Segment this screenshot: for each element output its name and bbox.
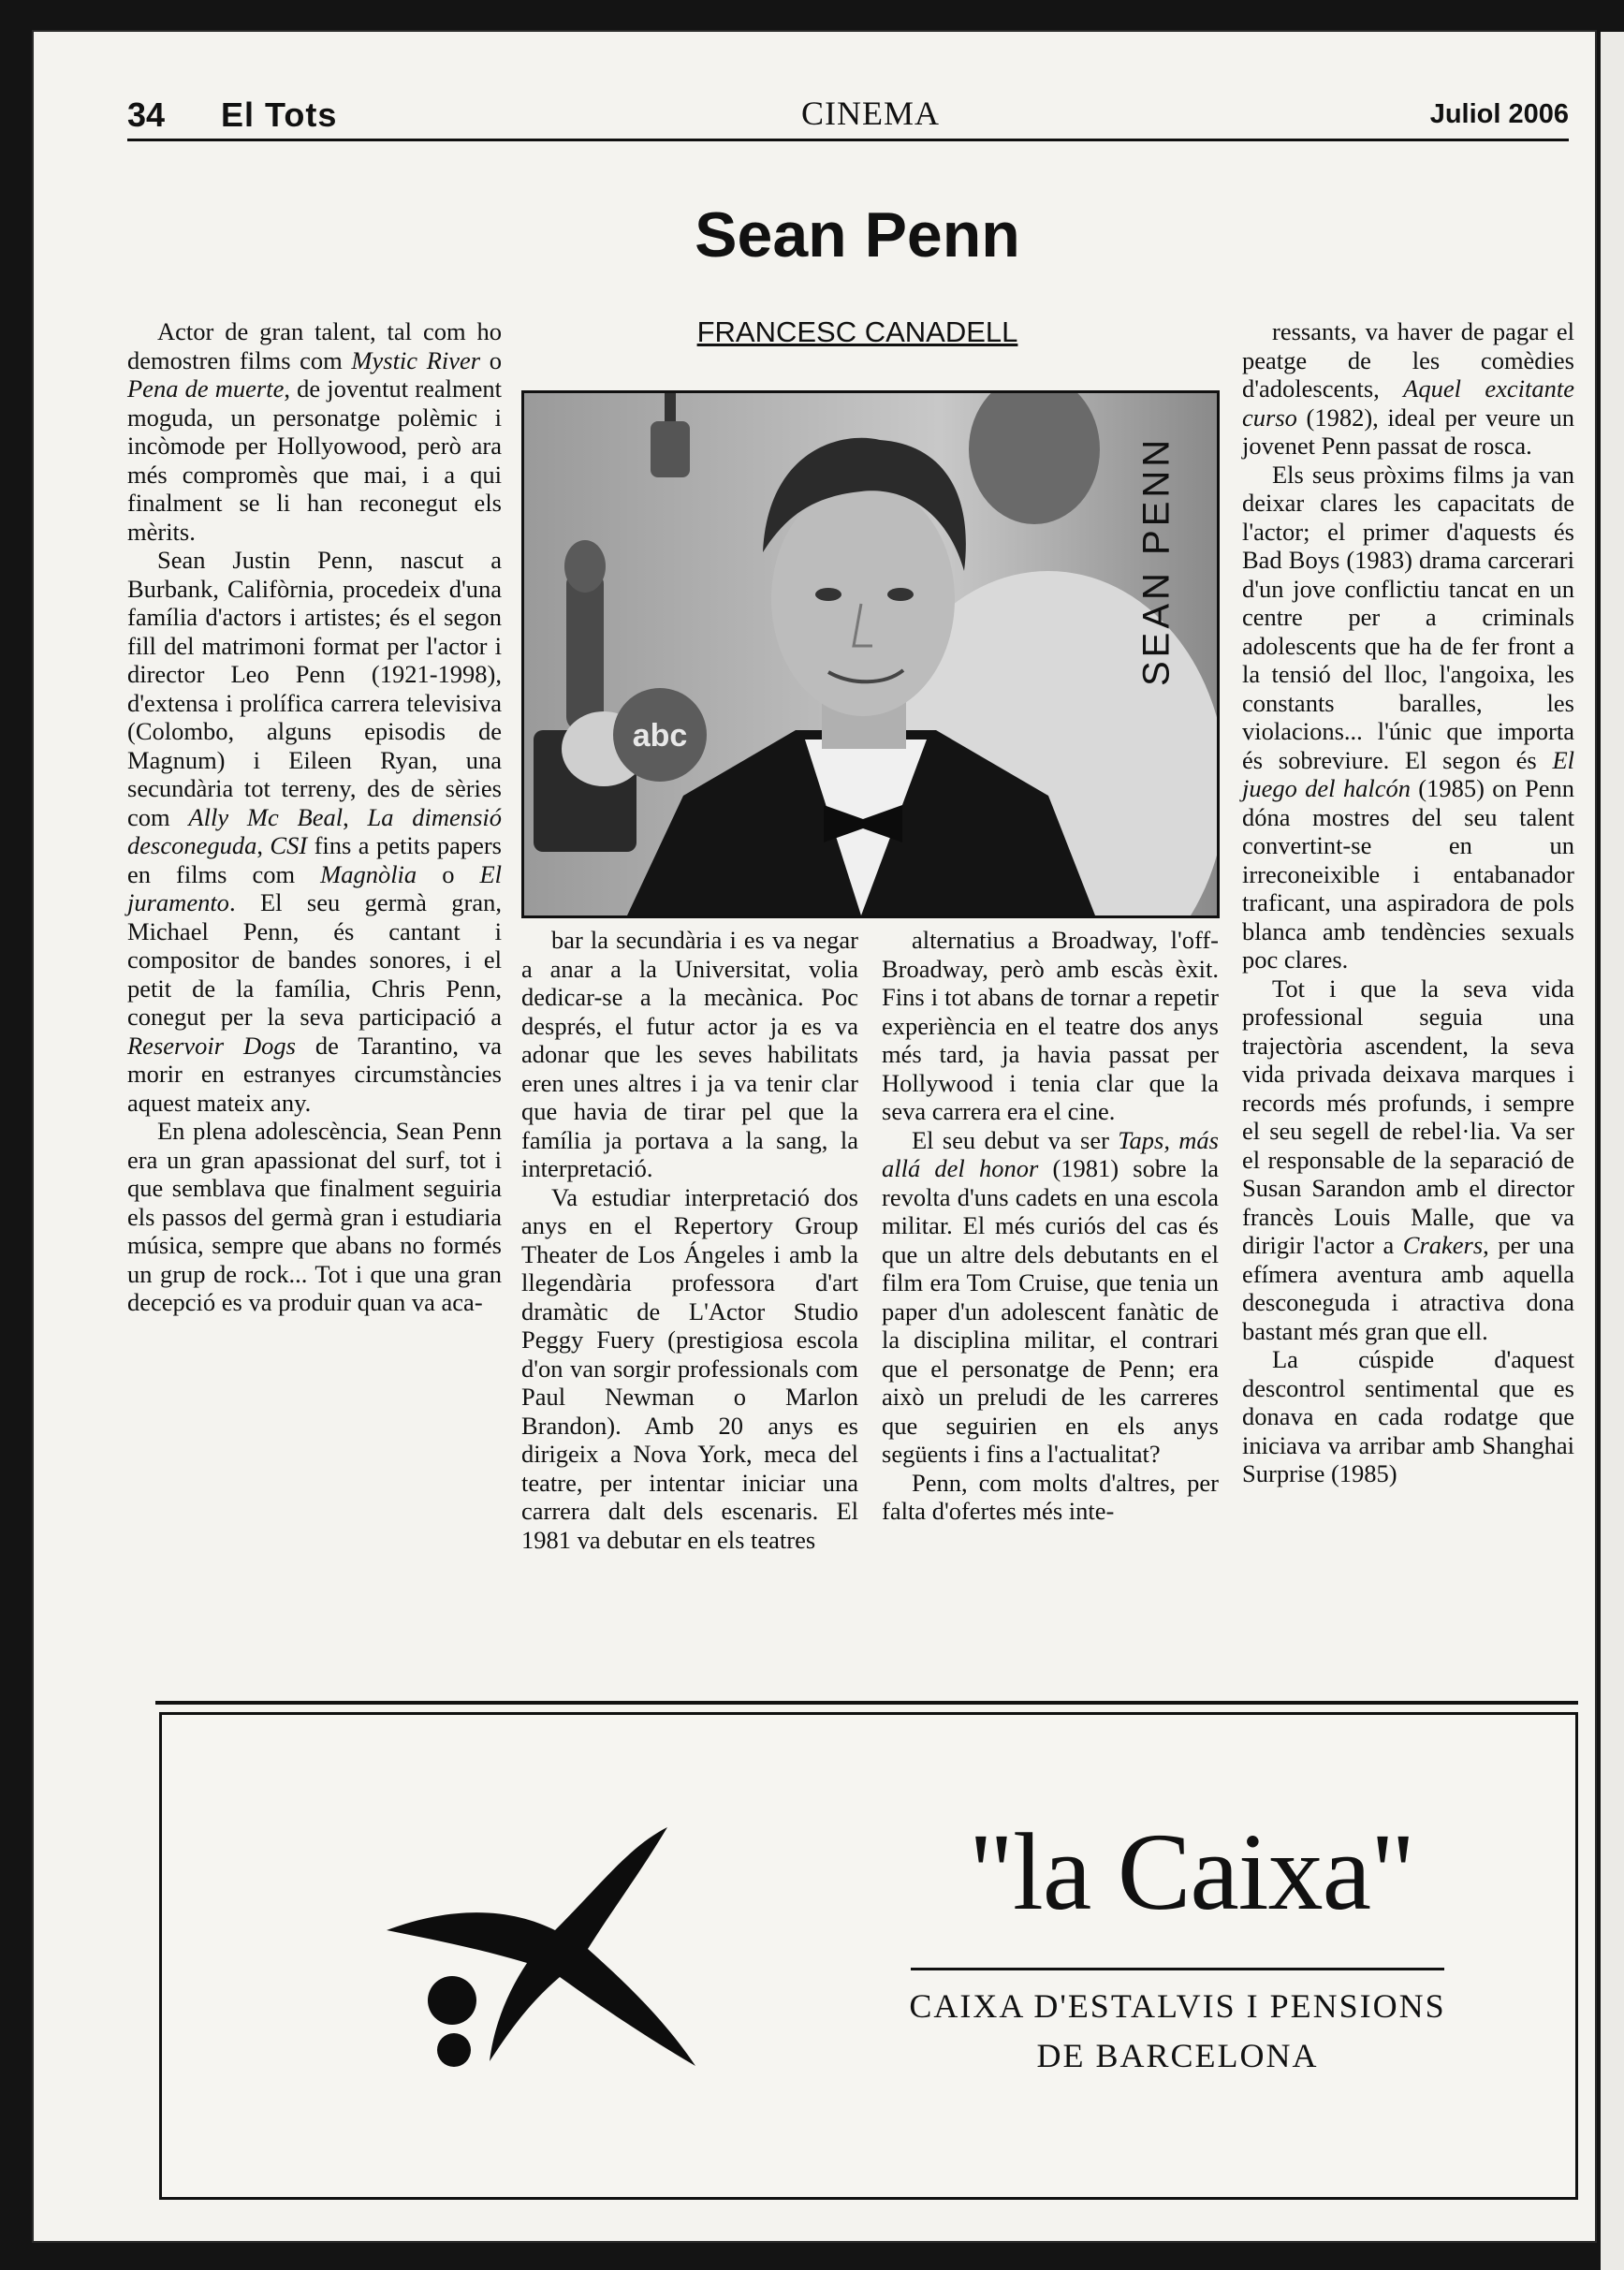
article-paragraph: Els seus pròxims films ja van deixar clares les capacitats de l'actor; el primer d'aquests és Bad Boys (1983) drama carcerari d'un jove conflictiu tancat en un centre per a criminals adolescents que ha de fer front a la tensió del lloc, l'angoixa, les constants baralles, les violacions... l'únic que importa és sobreviure. El segon és El juego del halcón (1985) on Penn dóna mostres del seu talent convertint-se en un irreconeixible i entabanador traficant, una aspiradora de pols blanca amb tendències sexuals poc clares.: [1242, 460, 1574, 974]
advertisement: [159, 1712, 1578, 2200]
ad-separator: [155, 1701, 1578, 1705]
page-number: 34: [127, 95, 166, 134]
article-title: Sean Penn: [695, 199, 1020, 271]
article-paragraph: Actor de gran talent, tal com ho demostren films com Mystic River o Pena de muerte, de joventut realment moguda, un personatge polèmic i incòmode per Hollyowood, però ara més compromès que mai, i a qui finalment se li han reconegut els mèrits.: [127, 317, 502, 546]
page-header: [127, 92, 1569, 141]
article-paragraph: En plena adolescència, Sean Penn era un gran apassionat del surf, tot i que semblava que finalment seguiria els passos del germà gran i estudiaria música, sempre que abans no formés un grup de rock... Tot i que una gran decepció es va produir quan va aca-: [127, 1117, 502, 1316]
portrait-illustration: [524, 393, 1217, 915]
article-paragraph: La cúspide d'aquest descontrol sentimental que es donava en cada rodatge que iniciava va arribar amb Shanghai Surprise (1985): [1242, 1345, 1574, 1487]
ad-brand-name: "la Caixa": [968, 1810, 1415, 1933]
article-paragraph: El seu debut va ser Taps, más allá del honor (1981) sobre la revolta d'uns cadets en una escola militar. El més curiós del cas és que un altre dels debutants en el film era Tom Cruise, que tenia un paper d'un adolescent fanàtic de la disciplina militar, el contrari que el personatge de Penn; era això un preludi de les carreres que seguirien en els anys següents i fins a l'actualitat?: [882, 1125, 1219, 1468]
article-byline: FRANCESC CANADELL: [696, 315, 1018, 348]
text-column-2: [521, 926, 858, 1623]
article-photo: [521, 390, 1220, 918]
text-column-4: [1242, 317, 1574, 1623]
magazine-page: [34, 32, 1595, 2241]
article-paragraph: alternatius a Broadway, l'off-Broadway, però amb escàs èxit. Fins i tot abans de tornar a repetir experiència en el teatre dos anys més tard, ja havia passat per Hollywood i tenia clar que la seva carrera era el cine.: [882, 926, 1219, 1125]
trophy-icon: [566, 571, 604, 730]
section-label: CINEMA: [801, 95, 940, 132]
article-paragraph: Va estudiar interpretació dos anys en el Repertory Group Theater de Los Ángeles i amb la llegendària professora d'art dramàtic de L'Actor Studio Peggy Fuery (prestigiosa escola d'on van sorgir professionals com Paul Newman o Marlon Brandon). Amb 20 anys es dirigeix a Nova York, meca del teatre, per intentar iniciar una carrera dalt dels escenaris. El 1981 va debutar en els teatres: [521, 1182, 858, 1554]
ad-rule: [911, 1968, 1444, 1970]
abc-logo-text: abc: [632, 718, 688, 754]
issue-date: Juliol 2006: [1429, 99, 1569, 129]
article-paragraph: bar la secundària i es va negar a anar a la Universitat, volia dedicar-se a la mecànica. Poc després, el futur actor ja es va adonar que les seves habilitats eren unes altres i ja va tenir clar que havia de tirar pel que la família ja portava a la sang, la interpretació.: [521, 926, 858, 1182]
article-paragraph: Tot i que la seva vida professional seguia una trajectòria ascendent, la seva vida privada deixava marques i records més profunds, i sempre el seu segell de rebel·lia. Va ser el responsable de la separació de Susan Sarandon amb el director francès Louis Malle, que va dirigir l'actor a Crakers, per una efímera aventura amb aquella desconeguda i atractiva dona bastant més gran que ell.: [1242, 974, 1574, 1345]
next-page-edge: [1601, 32, 1624, 2270]
publication-name: El Tots: [221, 95, 338, 134]
text-column-3: [882, 926, 1219, 1623]
photo-caption: SEAN PENN: [1135, 435, 1178, 686]
ad-tagline-1: CAIXA D'ESTALVIS I PENSIONS: [909, 1987, 1446, 2025]
ad-tagline-2: DE BARCELONA: [1036, 2037, 1319, 2074]
article-paragraph: Sean Justin Penn, nascut a Burbank, Califòrnia, procedeix d'una família d'actors i artistes; és el segon fill del matrimoni format per l'actor i director Leo Penn (1921-1998), d'extensa i prolífica carrera televisiva (Colombo, alguns episodis de Magnum) i Eileen Ryan, una secundària tot terreny, des de sèries com Ally Mc Beal, La dimensió desconeguda, CSI fins a petits papers en films com Magnòlia o El juramento. El seu germà gran, Michael Penn, és cantant i compositor de bandes sonores, i el petit de la família, Chris Penn, conegut per la seva participació a Reservoir Dogs de Tarantino, va morir en estranyes circumstàncies aquest mateix any.: [127, 546, 502, 1117]
article-paragraph: ressants, va haver de pagar el peatge de les comèdies d'adolescents, Aquel excitante curso (1982), ideal per veure un jovenet Penn passat de rosca.: [1242, 317, 1574, 460]
star-logo-icon: [387, 1827, 705, 2071]
text-column-1: [127, 317, 502, 1623]
microphone: [651, 421, 690, 477]
article-paragraph: Penn, com molts d'altres, per falta d'ofertes més inte-: [882, 1468, 1219, 1525]
